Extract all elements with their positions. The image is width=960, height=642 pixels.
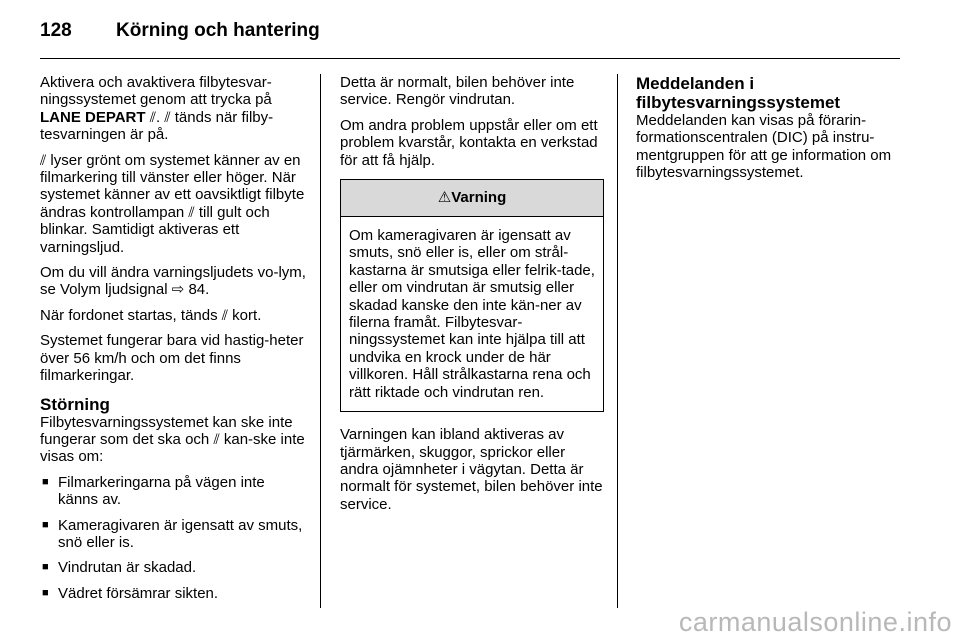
list-item: ■ Vindrutan är skadad. bbox=[42, 559, 197, 577]
bullet-square-icon: ■ bbox=[42, 518, 49, 531]
lane-departure-icon: ⫽ bbox=[164, 108, 171, 125]
column-divider bbox=[617, 74, 618, 608]
paragraph-normal: Detta är normalt, bilen behöver inte service. Rengör vindrutan. bbox=[340, 74, 575, 109]
lane-departure-icon: ⫽ bbox=[188, 203, 195, 220]
list-item: ■ Kameragivaren är igensatt av smuts, snö eller is. bbox=[42, 516, 303, 551]
lane-depart-label: LANE DEPART bbox=[40, 108, 146, 126]
column-3 bbox=[636, 74, 900, 190]
warning-box bbox=[340, 179, 604, 412]
list-item: ■ Vädret försämrar sikten. bbox=[42, 584, 219, 602]
page-header bbox=[40, 20, 320, 42]
lane-departure-icon: ⫽ bbox=[221, 306, 229, 323]
paragraph-workshop: Om andra problem uppstår eller om ett problem kvarstår, kontakta en verkstad för att få hjälp. bbox=[340, 116, 598, 169]
watermark: carmanualsonline.info bbox=[678, 607, 952, 637]
lane-departure-icon: ⫽ bbox=[40, 151, 47, 168]
page-number: 128 bbox=[40, 20, 72, 41]
warning-title: Varning bbox=[451, 189, 507, 207]
bullet-square-icon: ■ bbox=[42, 586, 49, 599]
page-title: Körning och hantering bbox=[116, 20, 320, 41]
heading-storning: Störning bbox=[40, 394, 110, 414]
paragraph-fault: Filbytesvarningssystemet kan ske inte fungerar som det ska och ⫽ kan-ske inte visas om: bbox=[40, 413, 305, 466]
warning-triangle-icon: ⚠ bbox=[437, 189, 452, 207]
paragraph-green: ⫽ lyser grönt om systemet känner av en filmarkering till vänster eller höger. När systemet känner av ett oavsiktligt filbyte ändras kontrollampan ⫽ till gult och blinkar. Samtidigt aktiveras ett varningsljud. bbox=[40, 151, 305, 256]
bullet-square-icon: ■ bbox=[42, 561, 49, 574]
paragraph-messages: Meddelanden kan visas på förarin-formationscentralen (DIC) på instru-mentgruppen för att ge information om filbytesvarningssystemet. bbox=[636, 112, 892, 182]
column-divider bbox=[320, 74, 321, 608]
paragraph-false-alarm: Varningen kan ibland aktiveras av tjärmärken, skuggor, sprickor eller andra ojämnheter i vägytan. Detta är normalt för systemet, bilen behöver inte service. bbox=[340, 426, 603, 513]
paragraph-activate: Aktivera och avaktivera filbytesvar-ningssystemet genom att trycka på LANE DEPART ⫽. ⫽ tänds när filby-tesvarningen är på. bbox=[40, 74, 274, 144]
paragraph-start: När fordonet startas, tänds ⫽ kort. bbox=[40, 306, 262, 324]
paragraph-volume: Om du vill ändra varningsljudets vo-lym, se Volym ljudsignal ⇨ 84. bbox=[40, 264, 306, 299]
warning-header bbox=[341, 180, 603, 217]
bullet-square-icon: ■ bbox=[42, 475, 49, 488]
column-1 bbox=[40, 74, 308, 610]
lane-departure-icon: ⫽ bbox=[213, 430, 220, 447]
list-item: ■ Filmarkeringarna på vägen inte känns av. bbox=[42, 473, 265, 509]
warning-text: Om kameragivaren är igensatt av smuts, snö eller is, eller om strål-kastarna är smutsiga eller felrik-tade, eller om vindrutan är smutsig eller skadad kanske den inte kän-ner av filerna framåt. Filbytesvar-ningssystemet kan inte hjälpa till att undvika en krock under de här villkoren. Håll strålkastarna rena och rätt riktade och vindrutan ren. bbox=[349, 227, 595, 401]
heading-messages: Meddelanden i filbytesvarningssystemet bbox=[636, 74, 841, 112]
header-rule bbox=[40, 58, 900, 59]
lane-departure-icon: ⫽ bbox=[149, 108, 156, 125]
paragraph-speed: Systemet fungerar bara vid hastig-heter över 56 km/h och om det finns filmarkeringar. bbox=[40, 332, 304, 385]
column-2 bbox=[340, 74, 604, 521]
